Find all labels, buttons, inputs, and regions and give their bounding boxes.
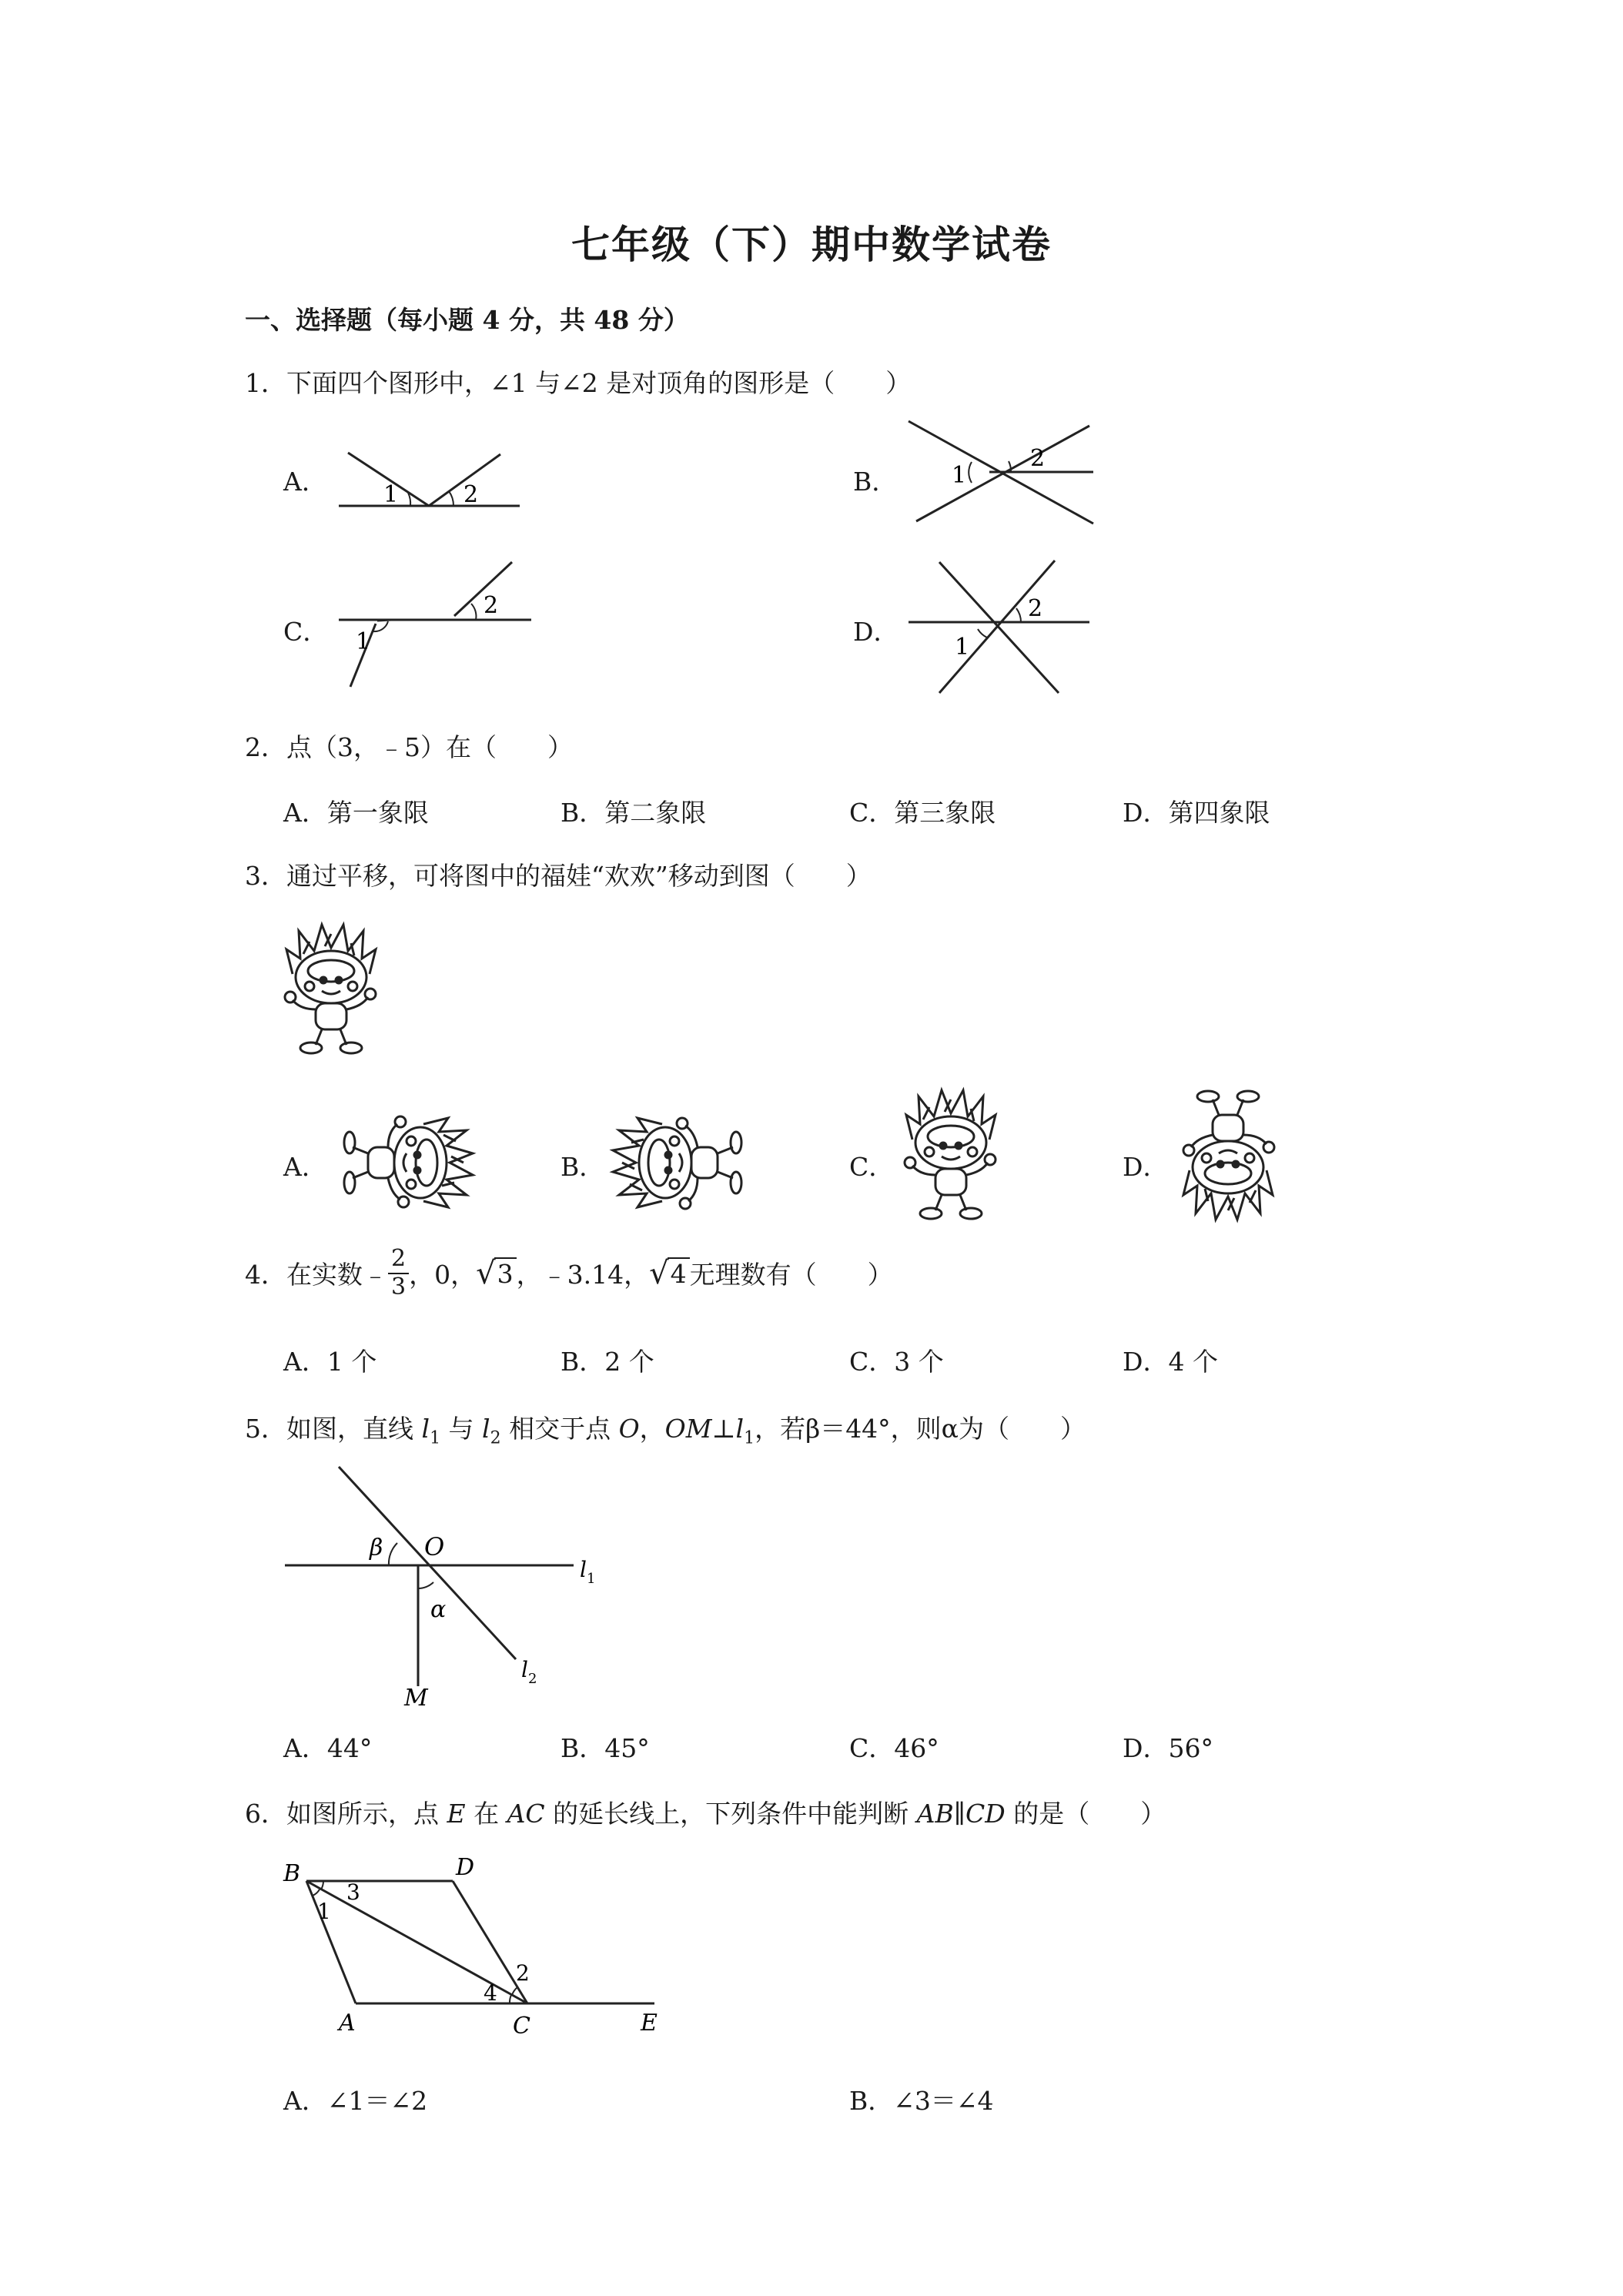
q3-option-b-label: B．	[561, 1152, 605, 1182]
point-o-label: O	[424, 1532, 445, 1561]
q1-option-d-label: D．	[853, 617, 899, 647]
angle-2-label: 2	[516, 1960, 530, 1986]
question-2-text: 2．点（3，﹣5）在（ ）	[245, 732, 573, 762]
q4-option-b: B．2 个	[561, 1347, 654, 1377]
q6-option-b: B．∠3＝∠4	[849, 2086, 994, 2116]
q4-mid1: ，0，	[409, 1260, 477, 1290]
angle-label-1: 1	[383, 481, 399, 508]
sqrt-symbol: √	[476, 1255, 496, 1291]
q1-option-a-label: A．	[283, 467, 327, 497]
question-6-text: 6．如图所示，点 E 在 AC 的延长线上，下列条件中能判断 AB∥CD 的是（ ）	[245, 1799, 1166, 1829]
q5-option-d: D．56°	[1123, 1733, 1213, 1763]
q3-option-a-label: A．	[283, 1152, 327, 1182]
angle-label-1: 1	[955, 634, 970, 661]
q2-option-b: B．第二象限	[561, 798, 707, 828]
line-l2-label: l	[521, 1657, 528, 1682]
angle-4-label: 4	[484, 1980, 497, 2006]
question-3-text: 3．通过平移，可将图中的福娃“欢欢”移动到图（ ）	[245, 861, 872, 891]
line-l2-subscript: 2	[528, 1671, 537, 1687]
line-l1-label: l	[580, 1557, 587, 1582]
alpha-label: α	[430, 1596, 447, 1623]
point-e-label: E	[641, 2010, 658, 2037]
question-5-text: 5．如图，直线 $l_1$ 与 $l_2$ 相交于点 O，$OM\perp l_1$，若β＝44°，则α为（ ）	[245, 1414, 1086, 1448]
q4-option-a: A．1 个	[283, 1347, 377, 1377]
angle-label-2: 2	[463, 481, 479, 508]
sqrt-symbol: √	[649, 1255, 669, 1291]
angle-label-1: 1	[356, 628, 371, 655]
point-b-label: B	[283, 1860, 301, 1887]
q6-figure	[277, 1852, 678, 2044]
angle-3-label: 3	[346, 1879, 360, 1905]
angle-label-1: 1	[952, 462, 967, 489]
q2-option-a: A．第一象限	[283, 798, 429, 828]
q4-option-d: D．4 个	[1123, 1347, 1218, 1377]
q1-figure-a	[331, 439, 531, 516]
q2-option-d: D．第四象限	[1123, 798, 1270, 828]
q4-prefix: 4．在实数﹣	[245, 1260, 388, 1290]
page-title: 七年级（下）期中数学试卷	[571, 222, 1052, 267]
q3-option-c-label: C．	[849, 1152, 895, 1182]
fuwa-option-c	[897, 1086, 1005, 1224]
q1-figure-b	[901, 412, 1101, 535]
q1-option-b-label: B．	[853, 467, 898, 497]
point-a-label: A	[339, 2010, 356, 2037]
q4-frac-denominator: 3	[391, 1273, 407, 1300]
q1-option-c-label: C．	[283, 617, 329, 647]
q6-option-a: A．∠1＝∠2	[283, 2086, 428, 2116]
q4-mid2: ，﹣3.14，	[516, 1260, 650, 1290]
q2-option-c: C．第三象限	[849, 798, 996, 828]
question-1-text: 1．下面四个图形中，∠1 与∠2 是对顶角的图形是（ ）	[245, 368, 912, 398]
q5-option-c: C．46°	[849, 1733, 939, 1763]
q4-suffix: 无理数有（ ）	[689, 1260, 893, 1290]
q5-option-b: B．45°	[561, 1733, 650, 1763]
q4-frac-numerator: 2	[388, 1246, 409, 1274]
q4-option-c: C．3 个	[849, 1347, 944, 1377]
q1-figure-d	[901, 554, 1109, 701]
q4-fraction	[388, 1246, 409, 1300]
q3-option-d-label: D．	[1123, 1152, 1169, 1182]
angle-label-2: 2	[1028, 595, 1043, 622]
q5-option-a: A．44°	[283, 1733, 373, 1763]
angle-label-2: 2	[484, 592, 499, 619]
q1-figure-c	[331, 554, 539, 693]
fuwa-option-b	[608, 1109, 747, 1217]
fuwa-option-a	[339, 1109, 477, 1217]
beta-label: β	[370, 1535, 383, 1561]
angle-1-label: 1	[317, 1899, 331, 1924]
point-d-label: D	[456, 1854, 475, 1881]
section-heading: 一、选择题（每小题 4 分，共 48 分）	[245, 305, 689, 335]
fuwa-option-d	[1174, 1086, 1282, 1224]
line-l1-subscript: 1	[587, 1571, 596, 1587]
point-m-label: M	[404, 1685, 428, 1712]
point-c-label: C	[513, 2013, 530, 2040]
q5-figure	[281, 1463, 604, 1712]
question-4-text	[245, 1246, 893, 1300]
q4-root2: 4	[668, 1257, 690, 1289]
q4-root1: 3	[494, 1257, 517, 1289]
fuwa-huanhuan-reference	[277, 920, 385, 1059]
angle-label-2: 2	[1030, 445, 1046, 472]
